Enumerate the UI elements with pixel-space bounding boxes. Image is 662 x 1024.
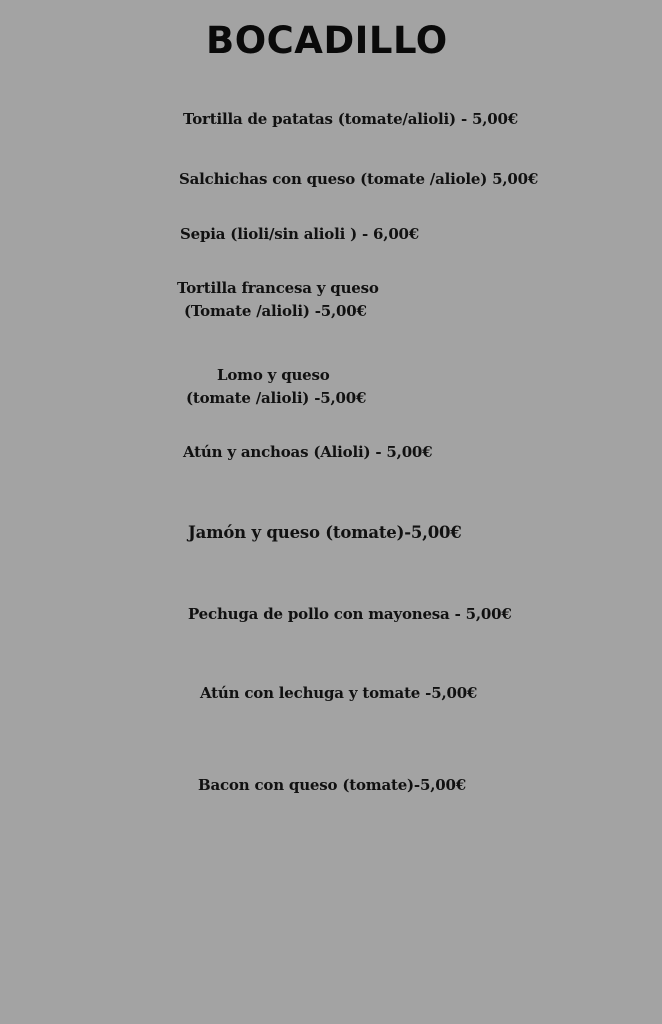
menu-item-lomo-queso xyxy=(186,364,366,410)
menu-item-sepia: Sepia (lioli/sin alioli ) - 6,00€ xyxy=(180,225,420,243)
menu-item-bacon-queso: Bacon con queso (tomate)-5,00€ xyxy=(198,776,466,794)
menu-item-jamon-queso: Jamón y queso (tomate)-5,00€ xyxy=(188,523,462,542)
menu-title: BOCADILLO xyxy=(206,19,448,62)
menu-item-atun-lechuga: Atún con lechuga y tomate -5,00€ xyxy=(200,684,478,702)
menu-item-tortilla-francesa-name: Tortilla francesa y queso xyxy=(177,279,379,297)
menu-item-salchichas-queso: Salchichas con queso (tomate /aliole) 5,00€ xyxy=(179,170,539,188)
menu-item-lomo-queso-name: Lomo y queso xyxy=(217,366,330,384)
menu-item-pechuga-pollo: Pechuga de pollo con mayonesa - 5,00€ xyxy=(188,605,512,623)
menu-item-tortilla-francesa xyxy=(177,277,379,323)
menu-item-tortilla-patatas: Tortilla de patatas (tomate/alioli) - 5,00€ xyxy=(183,110,518,128)
menu-item-lomo-queso-detail: (tomate /alioli) -5,00€ xyxy=(186,389,367,407)
menu-item-atun-anchoas: Atún y anchoas (Alioli) - 5,00€ xyxy=(183,443,433,461)
menu-item-tortilla-francesa-detail: (Tomate /alioli) -5,00€ xyxy=(184,302,367,320)
